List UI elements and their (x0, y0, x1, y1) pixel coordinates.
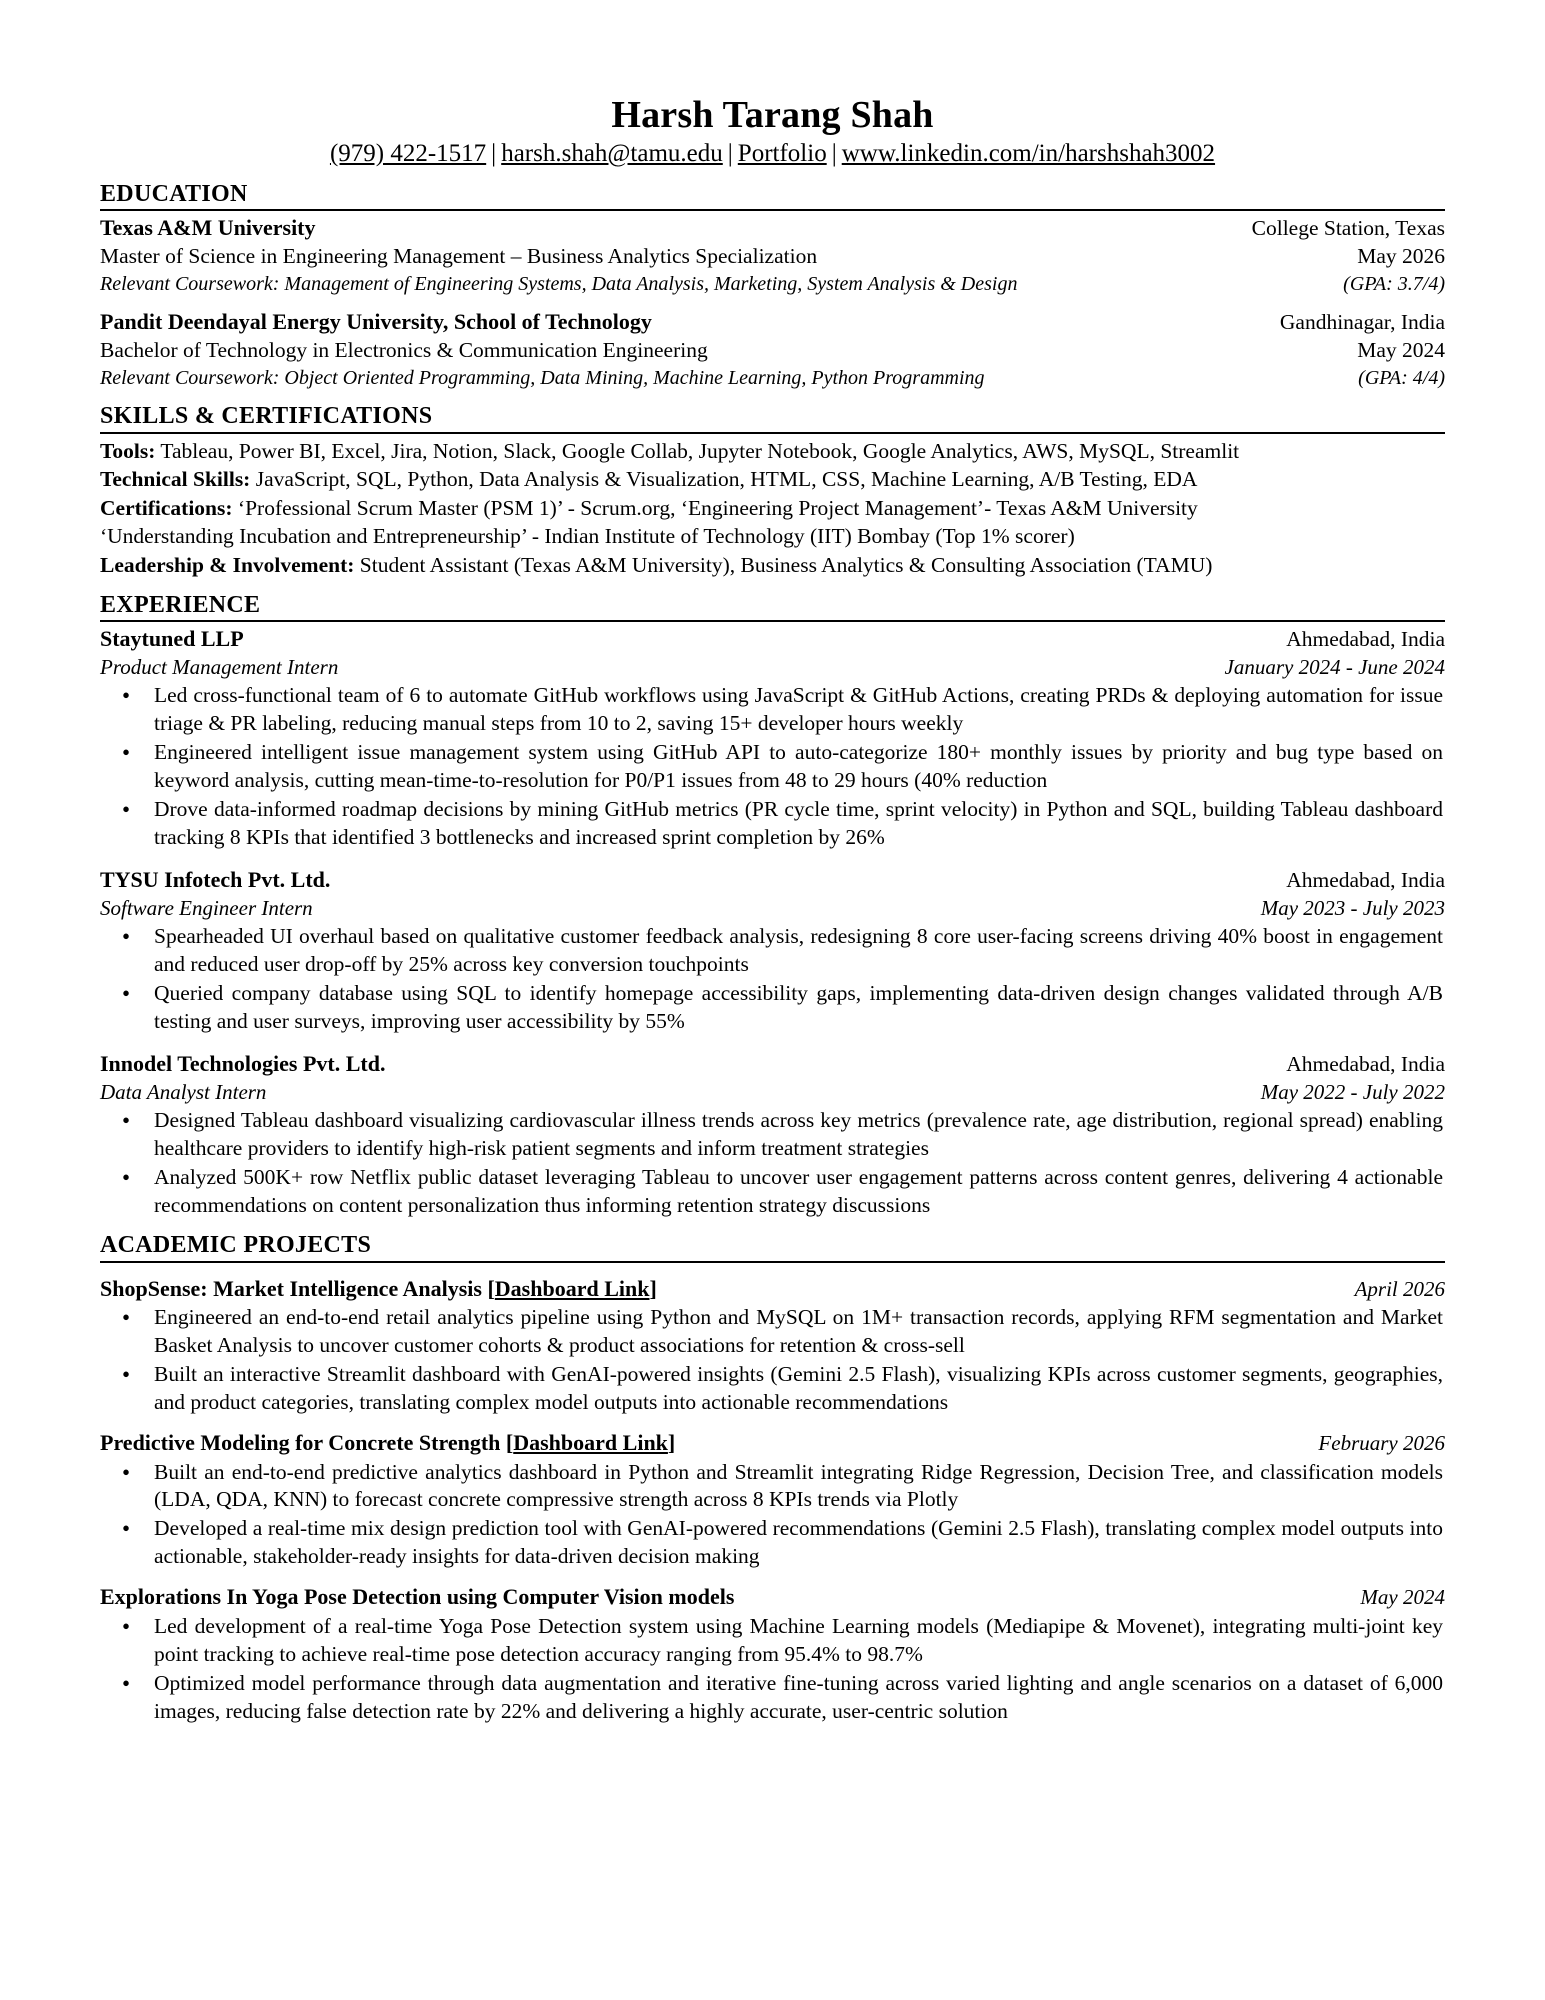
project-title: ShopSense: Market Intelligence Analysis (100, 1275, 488, 1301)
education-coursework: Relevant Coursework: Management of Engineering Systems, Data Analysis, Marketing, System Analysis & Design (100, 273, 1018, 296)
experience-bullet: • Drove data-informed roadmap decisions by mining GitHub metrics (PR cycle time, sprint velocity) in Python and SQL, building Tableau dashboard tracking 8 KPIs that identified 3 bottlenecks and increased sprint completion by 26% (100, 796, 1445, 852)
project-bullet: • Engineered an end-to-end retail analytics pipeline using Python and MySQL on 1M+ transaction records, applying RFM segmentation and Market Basket Analysis to uncover customer cohorts & product associations for retention & cross-sell (100, 1304, 1445, 1360)
project-date: February 2026 (1318, 1430, 1445, 1455)
experience-row-company (100, 625, 1445, 654)
education-school: Pandit Deendayal Energy University, School of Technology (100, 309, 652, 335)
skills-certifications-value: ‘Professional Scrum Master (PSM 1)’ - Scrum.org, ‘Engineering Project Management’- Texas A&M University (232, 495, 1198, 520)
education-degree: Bachelor of Technology in Electronics & Communication Engineering (100, 338, 708, 363)
project-bullet: • Developed a real-time mix design prediction tool with GenAI-powered recommendations (Gemini 2.5 Flash), translating complex model outputs into actionable, stakeholder-ready insights for data-driven decision making (100, 1515, 1445, 1571)
experience-company: TYSU Infotech Pvt. Ltd. (100, 867, 331, 892)
experience-location: Ahmedabad, India (1286, 627, 1445, 652)
project-link-open: [ (487, 1275, 495, 1301)
experience-bullet-list (100, 1107, 1445, 1220)
education-entry (100, 214, 1445, 297)
section-heading-experience: EXPERIENCE (100, 591, 261, 618)
education-gpa: (GPA: 4/4) (1358, 366, 1445, 389)
project-link-open: [ (505, 1429, 514, 1455)
skills-technical-line (100, 465, 1445, 494)
project-title: Explorations In Yoga Pose Detection using Computer Vision models (100, 1584, 735, 1610)
section-heading-education: EDUCATION (100, 180, 248, 207)
skills-certifications-line-2: ‘Understanding Incubation and Entrepreneurship’ - Indian Institute of Technology (IIT) Bombay (Top 1% scorer) (100, 524, 1075, 549)
experience-row-role (100, 895, 1445, 922)
experience-bullet: • Designed Tableau dashboard visualizing cardiovascular illness trends across key metrics (prevalence rate, age distribution, regional spread) enabling healthcare providers to identify high-risk patient segments and inform treatment strategies (100, 1107, 1445, 1163)
experience-dates: May 2022 - July 2022 (1260, 1079, 1445, 1104)
experience-bullet: • Analyzed 500K+ row Netflix public dataset leveraging Tableau to uncover user engagement patterns across content genres, delivering 4 actionable recommendations on content personalization thus informing retention strategy discussions (100, 1164, 1445, 1220)
skills-technical-value: JavaScript, SQL, Python, Data Analysis & Visualization, HTML, CSS, Machine Learning, A/B Testing, EDA (250, 467, 1198, 492)
experience-row-role (100, 1079, 1445, 1106)
project-dashboard-link[interactable]: Dashboard Link (494, 1275, 650, 1301)
project-entry (100, 1583, 1445, 1725)
section-heading-skills: SKILLS & CERTIFICATIONS (100, 402, 433, 429)
project-row-title (100, 1583, 1445, 1612)
project-entry (100, 1429, 1445, 1571)
skills-leadership-label: Leadership & Involvement: (100, 552, 355, 577)
project-bullet-list (100, 1613, 1445, 1726)
project-title: Predictive Modeling for Concrete Strength (100, 1429, 506, 1455)
contact-separator-3: | (831, 139, 837, 167)
experience-location: Ahmedabad, India (1286, 1051, 1445, 1076)
project-row-title (100, 1275, 1445, 1304)
phone-link[interactable]: (979) 422-1517 (329, 139, 487, 167)
education-date: May 2026 (1357, 244, 1445, 269)
skills-leadership-value: Student Assistant (Texas A&M University), Business Analytics & Consulting Association (TAMU) (354, 552, 1213, 577)
candidate-name: Harsh Tarang Shah (611, 94, 934, 136)
experience-bullet-list (100, 923, 1445, 1036)
section-rule-education (100, 209, 1445, 211)
education-gpa: (GPA: 3.7/4) (1343, 273, 1445, 296)
project-title-wrap (100, 1583, 734, 1612)
education-row-school (100, 308, 1445, 337)
experience-entry (100, 1050, 1445, 1220)
project-link-close: ] (667, 1429, 676, 1455)
experience-bullet: • Queried company database using SQL to identify homepage accessibility gaps, implementing data-driven design changes validated through A/B testing and user surveys, improving user accessibility by 55% (100, 980, 1445, 1036)
experience-row-company (100, 1050, 1445, 1079)
project-bullet: • Led development of a real-time Yoga Pose Detection system using Machine Learning models (Mediapipe & Movenet), integrating multi-joint key point tracking to achieve real-time pose detection accuracy ranging from 95.4% to 98.7% (100, 1613, 1445, 1669)
experience-dates: May 2023 - July 2023 (1260, 895, 1445, 920)
education-row-coursework (100, 365, 1445, 391)
experience-location: Ahmedabad, India (1286, 868, 1445, 892)
skills-technical-label: Technical Skills: (100, 467, 251, 492)
skills-tools-value: Tableau, Power BI, Excel, Jira, Notion, Slack, Google Collab, Jupyter Notebook, Google Analytics, AWS, MySQL, Streamlit (155, 438, 1240, 463)
experience-role: Data Analyst Intern (100, 1079, 267, 1104)
contact-separator-2: | (727, 139, 733, 167)
project-date: April 2026 (1354, 1276, 1445, 1301)
experience-entry (100, 866, 1445, 1036)
section-rule-experience (100, 620, 1445, 622)
skills-certifications-label: Certifications: (100, 495, 233, 520)
section-rule-skills (100, 432, 1445, 434)
education-school: Texas A&M University (100, 215, 316, 241)
project-dashboard-link[interactable]: Dashboard Link (513, 1429, 668, 1455)
education-location: College Station, Texas (1251, 216, 1445, 241)
project-title-wrap (100, 1429, 675, 1458)
section-heading-projects: ACADEMIC PROJECTS (100, 1231, 372, 1258)
experience-dates: January 2024 - June 2024 (1224, 655, 1445, 680)
education-row-degree (100, 337, 1445, 365)
experience-bullet: • Engineered intelligent issue management system using GitHub API to auto-categorize 180+ monthly issues by priority and bug type based on keyword analysis, cutting mean-time-to-resolution for P0/P1 issues from 48 to 29 hours (40% reduction (100, 739, 1445, 795)
experience-role: Product Management Intern (100, 655, 339, 680)
education-date: May 2024 (1357, 338, 1445, 363)
experience-bullet: • Spearheaded UI overhaul based on qualitative customer feedback analysis, redesigning 8 core user-facing screens driving 40% boost in engagement and reduced user drop-off by 25% across key conversion touchpoints (100, 923, 1445, 979)
experience-bullet: • Led cross-functional team of 6 to automate GitHub workflows using JavaScript & GitHub Actions, creating PRDs & deploying automation for issue triage & PR labeling, reducing manual steps from 10 to 2, saving 15+ developer hours weekly (100, 682, 1445, 738)
project-row-title (100, 1429, 1445, 1458)
project-title-wrap (100, 1275, 657, 1304)
skills-certifications-line (100, 494, 1445, 523)
education-row-school (100, 214, 1445, 243)
contact-separator-1: | (491, 139, 497, 167)
experience-company: Staytuned LLP (100, 626, 244, 652)
experience-company: Innodel Technologies Pvt. Ltd. (100, 1050, 386, 1076)
experience-row-role (100, 654, 1445, 681)
email-link[interactable]: harsh.shah@tamu.edu (501, 139, 723, 167)
education-row-coursework (100, 271, 1445, 297)
project-link-close: ] (649, 1275, 657, 1301)
project-date: May 2024 (1360, 1585, 1445, 1610)
experience-bullet-list (100, 682, 1445, 852)
section-rule-projects (100, 1261, 1445, 1263)
skills-leadership-line (100, 551, 1445, 580)
education-degree: Master of Science in Engineering Management – Business Analytics Specialization (100, 244, 818, 269)
project-bullet-list (100, 1304, 1445, 1417)
education-coursework: Relevant Coursework: Object Oriented Programming, Data Mining, Machine Learning, Python Programming (100, 366, 985, 389)
experience-role: Software Engineer Intern (100, 895, 313, 920)
project-bullet-list (100, 1459, 1445, 1572)
contact-line (100, 140, 1445, 169)
education-location: Gandhinagar, India (1279, 310, 1445, 335)
education-entry (100, 308, 1445, 391)
experience-row-company (100, 866, 1445, 895)
skills-tools-label: Tools: (100, 438, 156, 463)
experience-entry (100, 625, 1445, 852)
portfolio-link[interactable]: Portfolio (737, 139, 827, 167)
linkedin-link[interactable]: www.linkedin.com/in/harshshah3002 (841, 139, 1216, 167)
skills-tools-line (100, 437, 1445, 466)
project-bullet: • Optimized model performance through data augmentation and iterative fine-tuning across varied lighting and angle scenarios on a dataset of 6,000 images, reducing false detection rate by 22% and delivering a highly accurate, user-centric solution (100, 1670, 1445, 1726)
project-entry (100, 1275, 1445, 1417)
project-bullet: • Built an interactive Streamlit dashboard with GenAI-powered insights (Gemini 2.5 Flash), visualizing KPIs across customer segments, geographies, and product categories, translating complex model outputs into actionable recommendations (100, 1361, 1445, 1417)
project-bullet: • Built an end-to-end predictive analytics dashboard in Python and Streamlit integrating Ridge Regression, Decision Tree, and classification models (LDA, QDA, KNN) to forecast concrete compressive strength across 8 KPIs trends via Plotly (100, 1459, 1445, 1515)
education-row-degree (100, 243, 1445, 271)
